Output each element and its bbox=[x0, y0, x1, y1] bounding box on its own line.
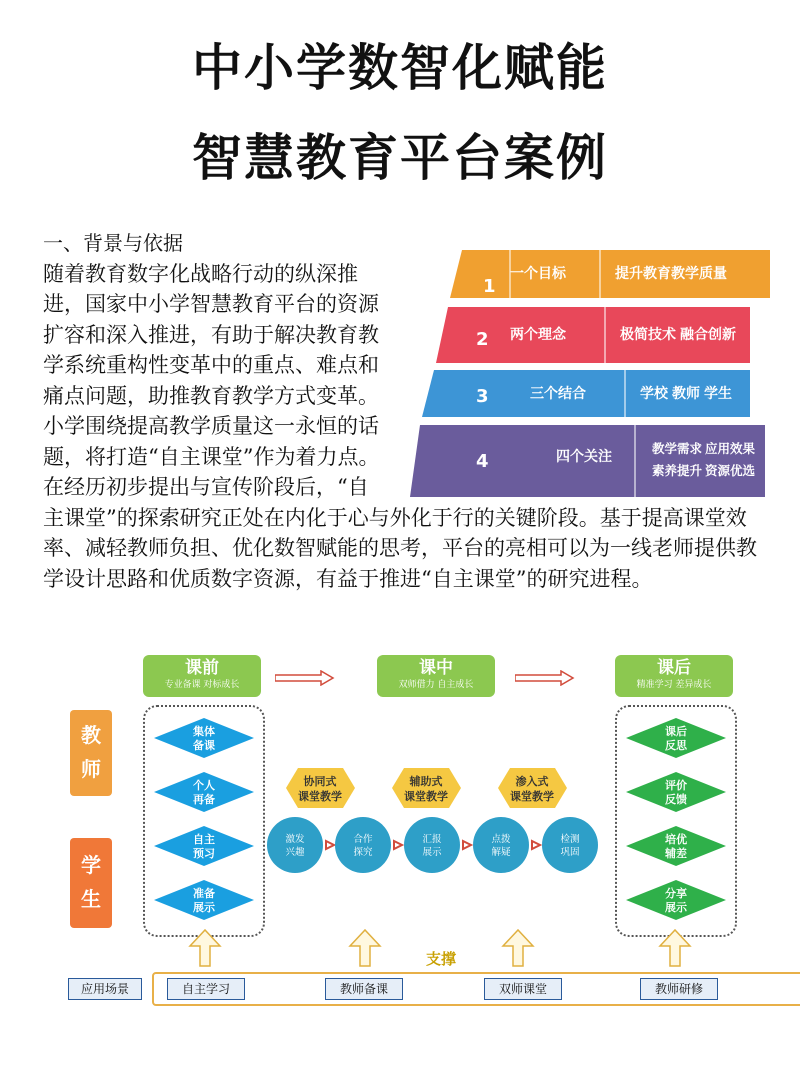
step-2-line2: 探究 bbox=[353, 847, 373, 858]
pyramid-level-2-detail-2: 融合创新 bbox=[680, 327, 736, 343]
pyramid-level-4-num: 4 bbox=[476, 451, 489, 472]
before-4-line2: 展示 bbox=[193, 901, 215, 914]
phase-before-title: 课前 bbox=[185, 658, 219, 678]
scene-self-study: 自主学习 bbox=[167, 978, 245, 1000]
before-2-line1: 个人 bbox=[193, 779, 215, 792]
pyramid-level-3-detail-3: 学生 bbox=[704, 386, 732, 402]
support-label: 支撑 bbox=[426, 950, 457, 968]
scene-dual-teacher: 双师课堂 bbox=[484, 978, 562, 1000]
step-circle-3 bbox=[404, 817, 460, 873]
after-diamond-1 bbox=[626, 718, 726, 758]
after-2-line1: 评价 bbox=[665, 779, 687, 792]
before-diamond-2 bbox=[154, 772, 254, 812]
pyramid-level-3-label: 三个结合 bbox=[530, 386, 586, 402]
page-title-line-2: 智慧教育平台案例 bbox=[192, 129, 608, 187]
step-circle-5 bbox=[542, 817, 598, 873]
pyramid-level-1-num: 1 bbox=[483, 276, 496, 297]
phase-before-subtitle: 专业备课 对标成长 bbox=[164, 680, 240, 690]
page-title-line-1: 中小学数智化赋能 bbox=[192, 39, 608, 97]
before-4-line1: 准备 bbox=[193, 887, 215, 900]
pyramid-level-3-num: 3 bbox=[476, 386, 489, 407]
pyramid-level-3 bbox=[422, 370, 750, 417]
step-arrow-4 bbox=[532, 841, 540, 849]
step-circle-2 bbox=[335, 817, 391, 873]
pyramid-level-2-num: 2 bbox=[476, 329, 489, 350]
before-1-line2: 备课 bbox=[193, 739, 215, 752]
mode-hexagon-3 bbox=[498, 768, 567, 808]
pyramid-diagram bbox=[410, 245, 770, 500]
after-diamond-2 bbox=[626, 772, 726, 812]
after-1-line2: 反思 bbox=[665, 739, 687, 752]
pyramid-level-4-detail-3: 素养提升 bbox=[652, 463, 703, 478]
mode-3-line1: 渗入式 bbox=[515, 775, 549, 788]
after-3-line2: 辅差 bbox=[665, 847, 687, 860]
mode-3-line2: 课堂教学 bbox=[510, 790, 554, 803]
step-3-line2: 展示 bbox=[422, 847, 442, 858]
step-2-line1: 合作 bbox=[353, 834, 373, 845]
pyramid-level-3-detail-2: 教师 bbox=[672, 386, 700, 402]
mode-hexagon-1 bbox=[286, 768, 355, 808]
role-student-char-1: 学 bbox=[81, 853, 101, 877]
pyramid-level-4-detail-2: 应用效果 bbox=[705, 441, 756, 456]
after-4-line2: 展示 bbox=[665, 901, 687, 914]
section-heading: 一、背景与依据 bbox=[43, 231, 183, 255]
phase-in-title: 课中 bbox=[419, 658, 453, 678]
pyramid-level-4-detail-4: 资源优选 bbox=[705, 463, 756, 478]
support-up-arrow-4 bbox=[660, 930, 690, 966]
after-1-line1: 课后 bbox=[665, 725, 687, 738]
support-up-arrow-1 bbox=[190, 930, 220, 966]
phase-after-title: 课后 bbox=[657, 658, 691, 678]
after-2-line2: 反馈 bbox=[665, 793, 687, 806]
before-diamond-4 bbox=[154, 880, 254, 920]
role-teacher-char-1: 教 bbox=[81, 723, 101, 747]
pyramid-level-4-detail-1: 教学需求 bbox=[652, 441, 703, 456]
step-3-line1: 汇报 bbox=[422, 834, 442, 845]
step-arrow-1 bbox=[326, 841, 334, 849]
step-4-line2: 解疑 bbox=[491, 847, 511, 858]
step-5-line1: 检测 bbox=[560, 834, 580, 845]
step-1-line2: 兴趣 bbox=[285, 847, 305, 858]
pyramid-level-3-detail-1: 学校 bbox=[640, 386, 668, 402]
flow-shapes bbox=[60, 640, 760, 1020]
phase-after-subtitle: 精准学习 差异成长 bbox=[636, 680, 712, 690]
mode-2-line2: 课堂教学 bbox=[404, 790, 448, 803]
after-diamond-4 bbox=[626, 880, 726, 920]
step-1-line1: 激发 bbox=[285, 834, 305, 845]
scene-teacher-training: 教师研修 bbox=[640, 978, 718, 1000]
role-student-char-2: 生 bbox=[81, 887, 101, 911]
before-diamond-3 bbox=[154, 826, 254, 866]
before-3-line2: 预习 bbox=[193, 847, 215, 860]
mode-1-line2: 课堂教学 bbox=[298, 790, 342, 803]
article-paragraph: 随着教育数字化战略行动的纵深推进，国家中小学智慧教育平台的资源扩容和深入推进，有助于解决教育教学系统重构性变革中的重点、难点和痛点问题，助推教育教学方式变革。小学围绕提高教学质量这一永恒的话题，将打造“自主课堂”作为着力点。在经历初步提出与宣传阶段后，“自主课堂”的探索研究正处在内化于心与外化于行的关键阶段。基于提高课堂效率、减轻教师负担、优化数智赋能的思考，平台的亮相可以为一线老师提供教学设计思路和优质数字资源，有益于推进“自主课堂”的研究进程。 bbox=[43, 261, 757, 591]
scene-teacher-prep: 教师备课 bbox=[325, 978, 403, 1000]
teaching-flow-diagram bbox=[60, 640, 760, 1020]
after-diamond-3 bbox=[626, 826, 726, 866]
phase-in-subtitle: 双师借力 自主成长 bbox=[398, 680, 474, 690]
pyramid-level-1-label: 一个目标 bbox=[510, 266, 566, 282]
pyramid-level-1-detail: 提升教育教学质量 bbox=[615, 266, 727, 282]
support-up-arrow-3 bbox=[503, 930, 533, 966]
before-diamond-1 bbox=[154, 718, 254, 758]
step-circle-4 bbox=[473, 817, 529, 873]
support-up-arrow-2 bbox=[350, 930, 380, 966]
after-4-line1: 分享 bbox=[665, 887, 687, 900]
pyramid-level-2-detail-1: 极简技术 bbox=[620, 327, 676, 343]
step-arrow-3 bbox=[463, 841, 471, 849]
mode-hexagon-2 bbox=[392, 768, 461, 808]
step-4-line1: 点拨 bbox=[491, 834, 511, 845]
mode-1-line1: 协同式 bbox=[303, 775, 337, 788]
before-3-line1: 自主 bbox=[193, 833, 215, 846]
before-2-line2: 再备 bbox=[193, 793, 215, 806]
pyramid-level-2-label: 两个理念 bbox=[510, 327, 566, 343]
after-3-line1: 培优 bbox=[665, 833, 687, 846]
mode-2-line1: 辅助式 bbox=[409, 775, 443, 788]
step-circle-1 bbox=[267, 817, 323, 873]
before-1-line1: 集体 bbox=[193, 725, 215, 738]
scenes-label: 应用场景 bbox=[68, 978, 142, 1000]
step-5-line2: 巩固 bbox=[560, 847, 580, 858]
role-teacher-char-2: 师 bbox=[81, 757, 101, 781]
pyramid-level-4-label: 四个关注 bbox=[556, 449, 612, 465]
step-arrow-2 bbox=[394, 841, 402, 849]
